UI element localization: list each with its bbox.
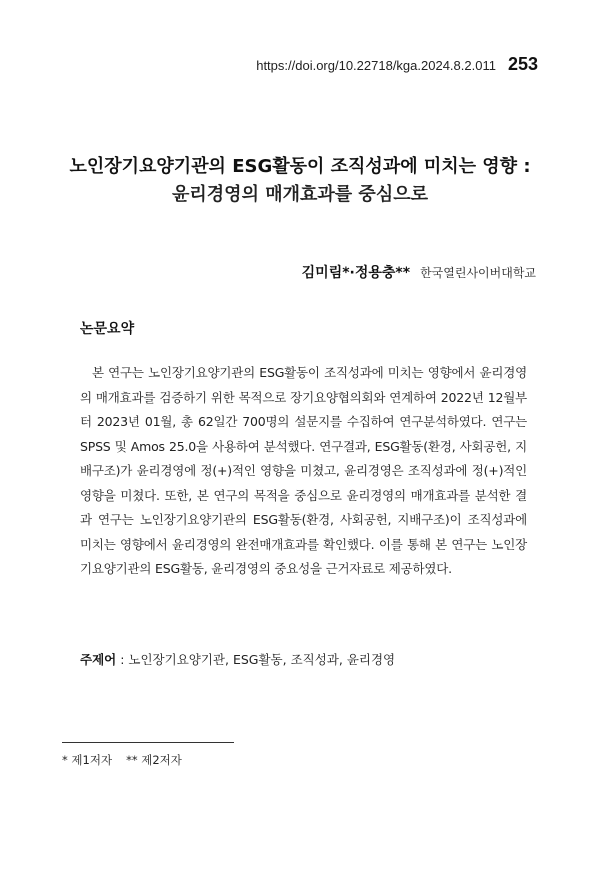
footnote-second-author: ** 제2저자 (126, 753, 182, 767)
keywords-separator: : (116, 652, 129, 667)
footnote-first-author: * 제1저자 (62, 753, 113, 767)
doi-link[interactable]: https://doi.org/10.22718/kga.2024.8.2.011 (256, 58, 496, 73)
keywords (80, 650, 540, 668)
footnote-divider (62, 742, 234, 743)
abstract-heading: 논문요약 (80, 321, 135, 337)
abstract-body: 본 연구는 노인장기요양기관의 ESG활동이 조직성과에 미치는 영향에서 윤리경영의 매개효과를 검증하기 위한 목적으로 장기요양협의회와 연계하여 2022년 12월부터 2023년 01월, 총 62일간 700명의 설문지를 수집하여 연구분석하였다. 연구는 SPSS 및 Amos 25.0을 사용하여 분석했다. 연구결과, ESG활동(환경, 사회공헌, 지배구조)가 윤리경영에 정(+)적인 영향을 미쳤고, 윤리경영은 조직성과에 정(+)적인 영향을 미쳤다. 또한, 본 연구의 목적을 중심으로 윤리경영의 매개효과를 분석한 결과 연구는 노인장기요양기관의 ESG활동(환경, 사회공헌, 지배구조)이 조직성과에 미치는 영향에서 윤리경영의 완전매개효과를 확인했다. 이를 통해 본 연구는 노인장기요양기관의 ESG활동, 윤리경영의 중요성을 근거자료로 제공하였다. (80, 365, 527, 576)
keywords-label: 주제어 (80, 652, 117, 667)
keywords-text: 노인장기요양기관, ESG활동, 조직성과, 윤리경영 (128, 652, 396, 667)
paper-subtitle: 윤리경영의 매개효과를 중심으로 (172, 184, 428, 205)
page-header (256, 54, 538, 75)
page-number: 253 (507, 54, 538, 74)
author-line (302, 262, 536, 282)
author-affiliation: 한국열린사이버대학교 (420, 266, 536, 280)
author-names: 김미림*·정용충** (301, 265, 411, 281)
title-block (0, 155, 600, 207)
paper-title: 노인장기요양기관의 ESG활동이 조직성과에 미치는 영향 : (69, 156, 531, 177)
footnotes (62, 752, 182, 768)
